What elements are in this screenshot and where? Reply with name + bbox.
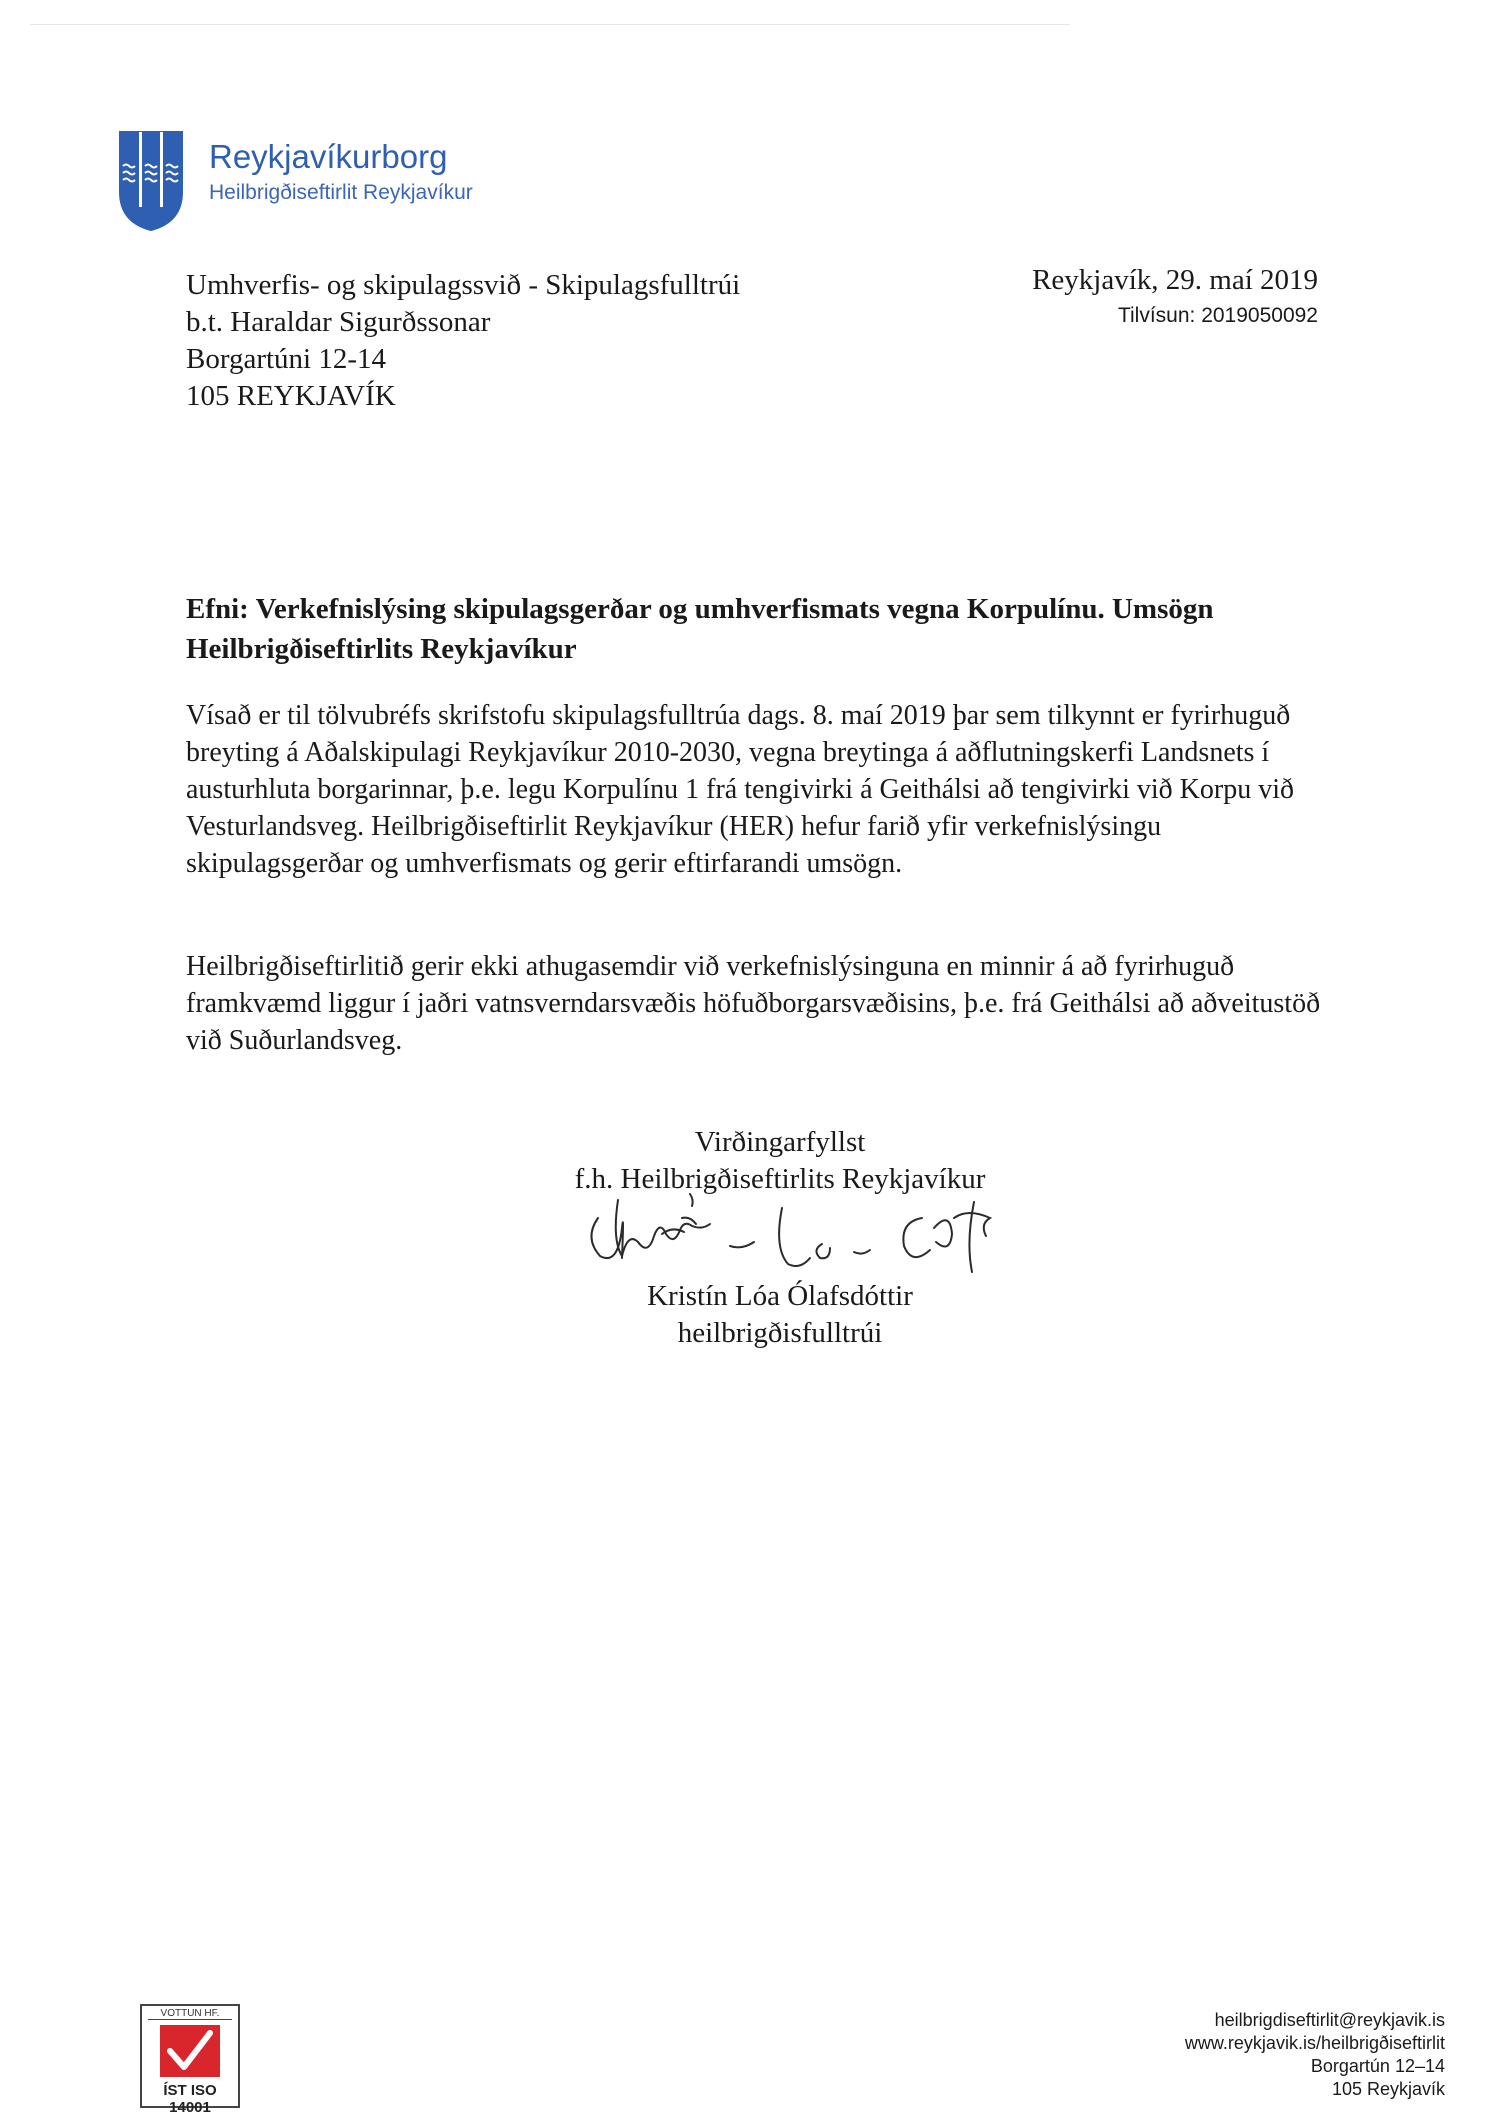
letter-subject: Efni: Verkefnislýsing skipulagsgerðar og umhverfismats vegna Korpulínu. Umsögn Heilbrigðiseftirlits Reykjavíkur <box>186 593 1214 665</box>
cert-bottom-label: ÍST ISO 14001 <box>163 2082 217 2116</box>
contact-city: 105 Reykjavík <box>1331 2079 1445 2099</box>
on-behalf-line: f.h. Heilbrigðiseftirlits Reykjavíkur <box>574 1163 986 1195</box>
recipient-line: 105 REYKJAVÍK <box>186 380 396 412</box>
contact-info <box>1185 2009 1445 2101</box>
organization-subtitle: Heilbrigðiseftirlit Reykjavíkur <box>209 181 473 204</box>
salutation: Virðingarfyllst <box>694 1126 866 1158</box>
recipient-line: b.t. Haraldar Sigurðssonar <box>186 306 491 338</box>
body-paragraph: Heilbrigðiseftirlitið gerir ekki athugasemdir við verkefnislýsinguna en minnir á að fyrirhuguð framkvæmd liggur í jaðri vatnsverndarsvæðis höfuðborgarsvæðisins, þ.e. frá Geithálsi að aðveitustöð við Suðurlandsveg. <box>186 951 1321 1056</box>
reykjavik-crest-icon <box>118 130 184 232</box>
organization-name: Reykjavíkurborg <box>209 138 448 175</box>
iso-certification-badge <box>140 2004 240 2116</box>
reference-number: Tilvísun: 2019050092 <box>1117 304 1318 327</box>
contact-website[interactable]: www.reykjavik.is/heilbrigðiseftirlit <box>1184 2033 1445 2053</box>
recipient-line: Borgartúni 12-14 <box>186 343 387 375</box>
recipient-address <box>186 267 740 415</box>
signer-title: heilbrigðisfulltrúi <box>677 1317 883 1349</box>
handwritten-signature <box>570 1188 1040 1298</box>
checkmark-icon <box>160 2025 220 2077</box>
letter-date: Reykjavík, 29. maí 2019 <box>1032 264 1318 296</box>
body-paragraph: Vísað er til tölvubréfs skrifstofu skipulagsfulltrúa dags. 8. maí 2019 þar sem tilkynnt er fyrirhuguð breyting á Aðalskipulagi Reykjavíkur 2010-2030, vegna breytinga á aðflutningskerfi Landsnets í austurhluta borgarinnar, þ.e. legu Korpulínu 1 frá tengivirki á Geithálsi að tengivirki við Korpu við Vesturlandsveg. Heilbrigðiseftirlit Reykjavíkur (HER) hefur farið yfir verkefnislýsingu skipulagsgerðar og umhverfismats og gerir eftirfarandi umsögn. <box>186 700 1294 879</box>
recipient-line: Umhverfis- og skipulagssvið - Skipulagsfulltrúi <box>186 269 741 301</box>
signer-name: Kristín Lóa Ólafsdóttir <box>647 1280 913 1312</box>
contact-email[interactable]: heilbrigdiseftirlit@reykjavik.is <box>1214 2010 1445 2030</box>
cert-top-label: VOTTUN HF. <box>148 2008 232 2020</box>
page-top-rule <box>30 24 1070 25</box>
contact-street: Borgartún 12–14 <box>1310 2056 1445 2076</box>
